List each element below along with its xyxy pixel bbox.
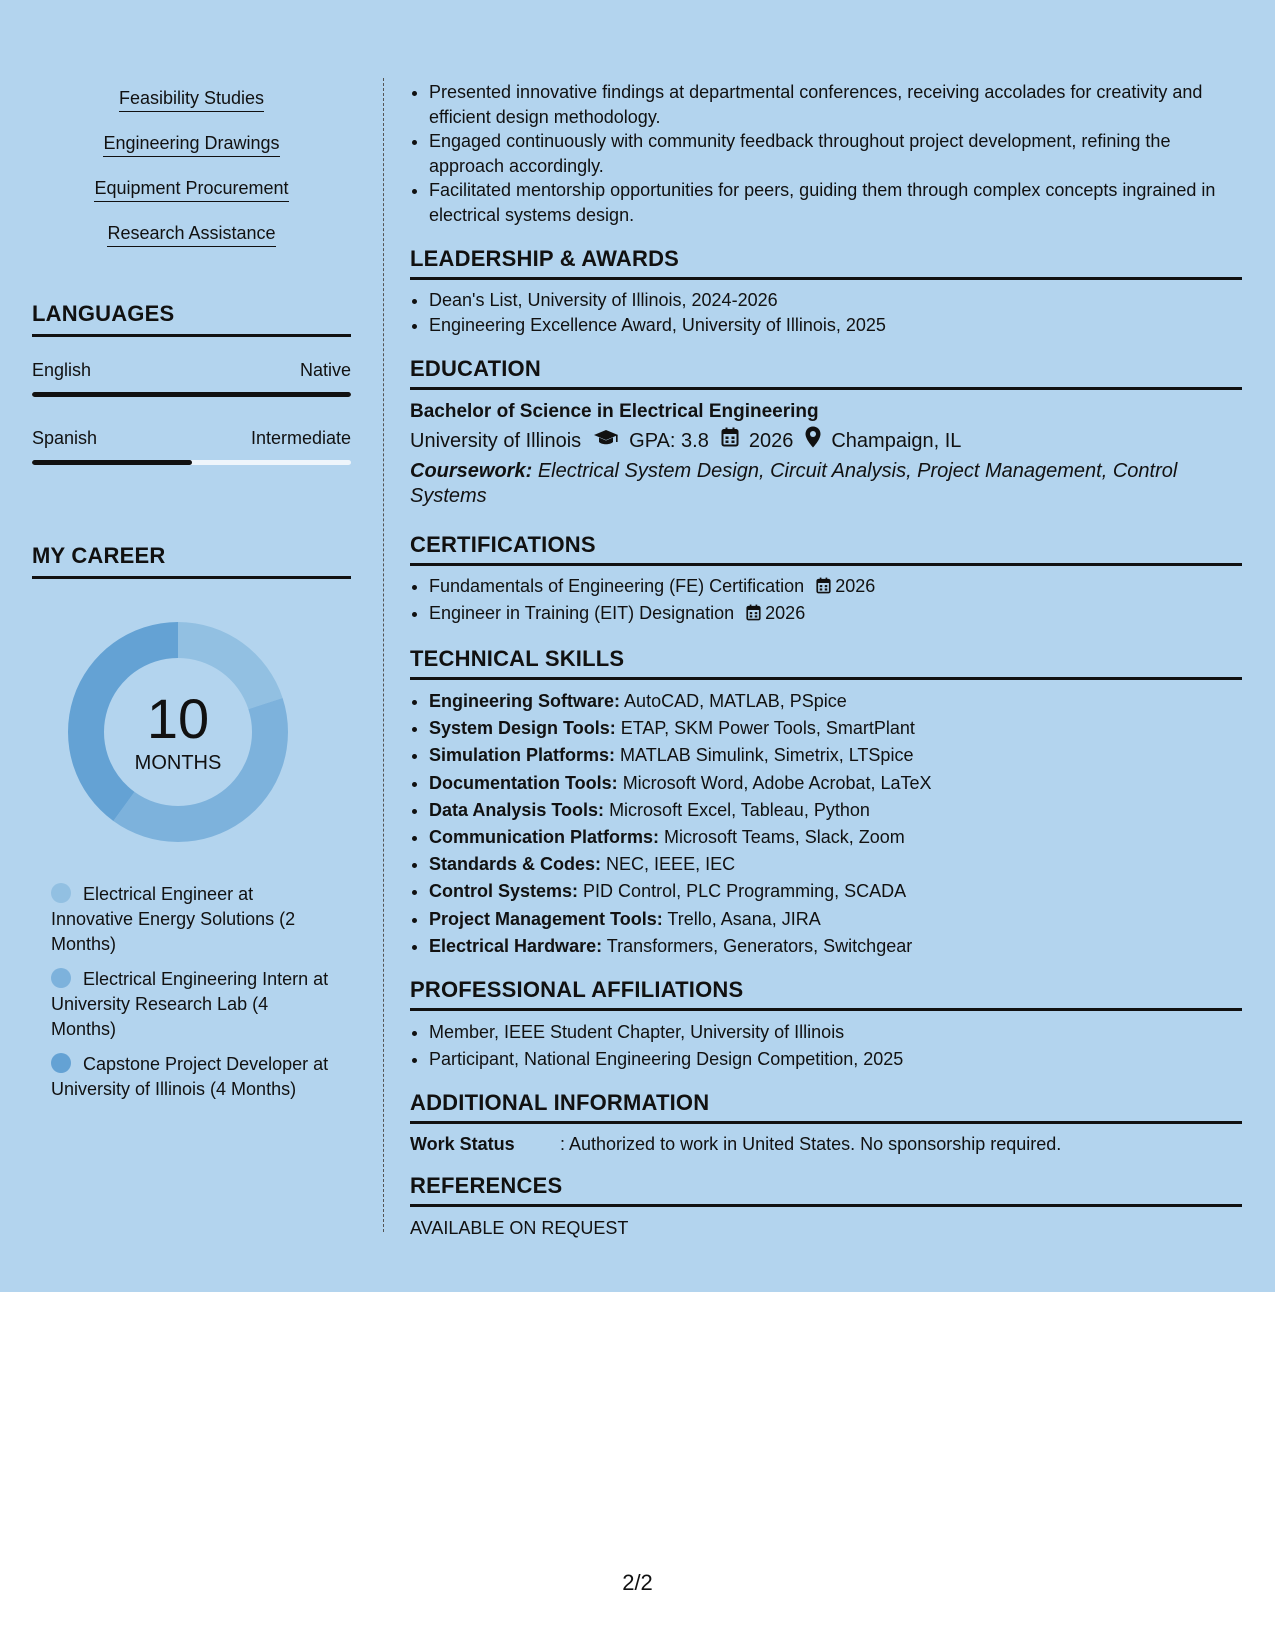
skill-link[interactable]: Feasibility Studies — [119, 86, 264, 112]
language-proficiency-bar — [32, 392, 351, 397]
education-year: 2026 — [748, 430, 794, 452]
language-row — [32, 358, 351, 397]
award-item: • Engineering Excellence Award, University of Illinois, 2025 — [429, 313, 1242, 338]
technical-skill-item — [429, 770, 1242, 797]
education-coursework — [410, 459, 1242, 509]
affiliation-item: • Participant, National Engineering Design Competition, 2025 — [429, 1046, 1242, 1073]
education-meta — [410, 426, 1242, 457]
technical-skill-label: Data Analysis Tools: — [429, 799, 605, 820]
technical-skill-item — [429, 688, 1242, 715]
technical-skill-label: Control Systems: — [429, 881, 579, 902]
legend-dot-icon — [51, 883, 71, 903]
leadership-section — [410, 245, 1242, 337]
references-text: AVAILABLE ON REQUEST — [410, 1218, 629, 1239]
technical-skills-section — [410, 645, 1242, 960]
technical-skill-item — [429, 824, 1242, 851]
skill-links — [32, 86, 351, 266]
work-status-row — [410, 1132, 1242, 1156]
technical-skill-label: Simulation Platforms: — [429, 745, 616, 766]
career-item — [51, 967, 331, 1042]
references-section — [410, 1172, 1242, 1240]
work-status-value: : Authorized to work in United States. No sponsorship required. — [560, 1134, 1062, 1155]
technical-skill-item — [429, 715, 1242, 742]
technical-skill-value: PID Control, PLC Programming, SCADA — [583, 881, 907, 902]
skill-link[interactable]: Research Assistance — [107, 221, 275, 247]
technical-skill-value: Microsoft Teams, Slack, Zoom — [664, 827, 905, 848]
career-total-unit: MONTHS — [134, 752, 222, 774]
technical-skill-label: Standards & Codes: — [429, 854, 602, 875]
affiliations-section — [410, 976, 1242, 1073]
technical-skill-value: Microsoft Word, Adobe Acrobat, LaTeX — [622, 772, 932, 793]
calendar-icon — [816, 576, 831, 601]
certification-year: 2026 — [765, 602, 806, 623]
technical-skills-title: TECHNICAL SKILLS — [410, 645, 1242, 680]
technical-skill-value: AutoCAD, MATLAB, PSpice — [624, 691, 847, 711]
affiliation-item: • Member, IEEE Student Chapter, University of Illinois — [429, 1019, 1242, 1046]
location-pin-icon — [805, 426, 821, 457]
technical-skill-item — [429, 933, 1242, 960]
skill-link[interactable]: Equipment Procurement — [94, 176, 288, 202]
language-level: Intermediate — [250, 428, 351, 448]
technical-skill-value: Microsoft Excel, Tableau, Python — [609, 799, 870, 820]
references-title: REFERENCES — [410, 1172, 1242, 1207]
language-level: Native — [299, 360, 351, 380]
skill-link[interactable]: Engineering Drawings — [103, 131, 279, 157]
technical-skill-value: Trello, Asana, JIRA — [667, 908, 821, 929]
experience-bullet: • Facilitated mentorship opportunities for peers, guiding them through complex concepts ingrained in electrical systems design. — [429, 178, 1242, 227]
career-item-text: Electrical Engineering Intern at University Research Lab (4 Months) — [51, 969, 329, 1039]
technical-skill-value: ETAP, SKM Power Tools, SmartPlant — [620, 718, 915, 739]
career-section — [32, 542, 351, 1099]
experience-bullet: • Engaged continuously with community feedback throughout project development, refining the approach accordingly. — [429, 129, 1242, 178]
leadership-title: LEADERSHIP & AWARDS — [410, 245, 1242, 280]
career-donut-chart — [66, 620, 290, 844]
work-status-label: Work Status — [410, 1134, 515, 1155]
education-school: University of Illinois — [410, 430, 582, 452]
right-column — [410, 80, 1242, 1240]
technical-skill-item — [429, 851, 1242, 878]
career-item — [51, 882, 331, 957]
technical-skill-label: Project Management Tools: — [429, 908, 663, 929]
calendar-icon — [746, 603, 761, 628]
technical-skill-value: Transformers, Generators, Switchgear — [606, 935, 913, 956]
language-name: English — [32, 360, 92, 380]
affiliations-title: PROFESSIONAL AFFILIATIONS — [410, 976, 1242, 1011]
career-list — [51, 882, 331, 1112]
coursework-list: Electrical System Design, Circuit Analysis, Project Management, Control Systems — [410, 460, 1178, 507]
education-gpa: GPA: 3.8 — [629, 430, 709, 452]
language-name: Spanish — [32, 428, 98, 448]
certifications-section — [410, 531, 1242, 627]
career-title: MY CAREER — [32, 542, 351, 579]
technical-skill-label: Electrical Hardware: — [429, 935, 603, 956]
education-section — [410, 355, 1242, 509]
languages-title: LANGUAGES — [32, 300, 351, 337]
education-title: EDUCATION — [410, 355, 1242, 390]
technical-skill-label: Communication Platforms: — [429, 827, 660, 848]
experience-bullets — [410, 80, 1242, 227]
language-row — [32, 426, 351, 465]
award-item: • Dean's List, University of Illinois, 2024-2026 — [429, 288, 1242, 313]
additional-info-title: ADDITIONAL INFORMATION — [410, 1089, 1242, 1124]
technical-skill-value: NEC, IEEE, IEC — [606, 854, 736, 875]
certification-year: 2026 — [835, 576, 876, 596]
language-proficiency-fill — [32, 392, 351, 397]
certification-name: Engineer in Training (EIT) Designation — [429, 602, 735, 623]
additional-info-section — [410, 1089, 1242, 1156]
career-item — [51, 1052, 331, 1102]
technical-skill-item — [429, 742, 1242, 769]
technical-skill-item — [429, 797, 1242, 824]
column-divider — [383, 78, 384, 1232]
education-degree: Bachelor of Science in Electrical Engineering — [410, 401, 819, 422]
page-number: 2/2 — [622, 1570, 653, 1595]
technical-skill-label: Documentation Tools: — [429, 772, 618, 793]
language-proficiency-fill — [32, 460, 192, 465]
experience-bullet: • Presented innovative findings at departmental conferences, receiving accolades for creativity and efficient design methodology. — [429, 80, 1242, 129]
technical-skill-label: Engineering Software: — [429, 691, 621, 711]
certification-item — [429, 601, 1242, 628]
career-total-value: 10 — [146, 687, 210, 750]
certification-item — [429, 574, 1242, 601]
calendar-icon — [721, 427, 739, 456]
education-location: Champaign, IL — [831, 430, 962, 452]
technical-skill-item — [429, 906, 1242, 933]
certification-name: Fundamentals of Engineering (FE) Certification — [429, 576, 805, 596]
technical-skill-label: System Design Tools: — [429, 718, 616, 739]
legend-dot-icon — [51, 968, 71, 988]
technical-skill-item — [429, 878, 1242, 905]
technical-skills-list — [410, 688, 1242, 960]
career-item-text: Electrical Engineer at Innovative Energy Solutions (2 Months) — [51, 884, 296, 954]
legend-dot-icon — [51, 1053, 71, 1073]
career-item-text: Capstone Project Developer at University of Illinois (4 Months) — [51, 1054, 329, 1099]
language-proficiency-bar — [32, 460, 351, 465]
certifications-title: CERTIFICATIONS — [410, 531, 1242, 566]
technical-skill-value: MATLAB Simulink, Simetrix, LTSpice — [620, 745, 914, 766]
graduation-cap-icon — [593, 427, 619, 456]
languages-section — [32, 300, 351, 448]
coursework-label: Coursework: — [410, 460, 533, 482]
